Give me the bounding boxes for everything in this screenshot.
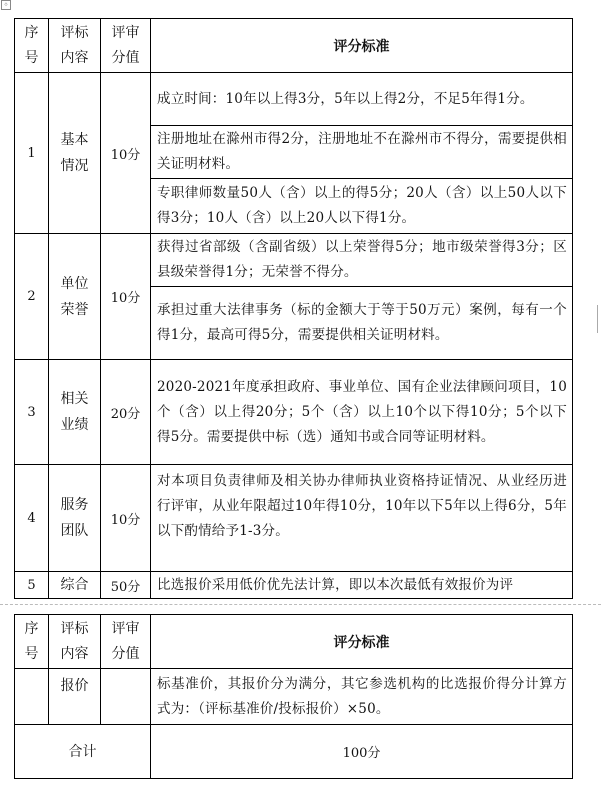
total-label: 合计 <box>15 725 151 779</box>
header-criteria: 评分标准 <box>151 19 573 73</box>
row-item: 综合 <box>49 572 101 599</box>
table-row <box>15 572 573 599</box>
row-value: 10分 <box>101 465 151 572</box>
table-header-row <box>15 615 573 669</box>
row-criteria: 比选报价采用低价优先法计算，即以本次最低有效报价为评 <box>151 572 573 599</box>
header-item-line2: 内容 <box>60 49 89 66</box>
row-criteria: 对本项目负责律师及相关协办律师执业资格持证情况、从业经历进行评审，从业年限超过10年得10分，10年以下5年以上得6分，5年以下酌情给予1-3分。 <box>151 465 573 572</box>
header-num-cell <box>15 615 49 669</box>
header-value-line1: 评审 <box>111 24 140 41</box>
row-num: 5 <box>15 572 49 599</box>
row-value: 10分 <box>101 73 151 234</box>
row-value: 50分 <box>101 572 151 599</box>
table-row <box>15 360 573 465</box>
row-item-line2: 团队 <box>60 523 89 539</box>
table-row <box>15 234 573 287</box>
header-item-cell <box>49 19 101 73</box>
scoring-table <box>14 18 573 599</box>
row-num: 4 <box>15 465 49 572</box>
row-criteria: 2020-2021年度承担政府、事业单位、国有企业法律顾问项目，10个（含）以上得20分；5个（含）以上10个以下得10分；5个以下得5分。需要提供中标（选）通知书或合同等证明材料。 <box>151 360 573 465</box>
row-criteria: 标基准价，其报价分为满分，其它参选机构的比选报价得分计算方式为：（评标基准价/投标报价）×50。 <box>151 669 573 725</box>
row-item <box>49 234 101 360</box>
cell-resize-marker <box>597 305 601 333</box>
row-criteria: 承担过重大法律事务（标的金额大于等于50万元）案例，每有一个得1分，最高可得5分，需要提供相关证明材料。 <box>151 287 573 360</box>
header-item-cell <box>49 615 101 669</box>
row-item <box>49 360 101 465</box>
row-item-line1: 服务 <box>60 497 89 513</box>
header-num-cell <box>15 19 49 73</box>
header-num-line1: 序 <box>24 620 39 637</box>
row-item-line1: 单位 <box>60 275 89 292</box>
table-row <box>15 73 573 126</box>
header-value-cell <box>101 19 151 73</box>
row-criteria: 成立时间：10年以上得3分，5年以上得2分，不足5年得1分。 <box>151 73 573 126</box>
row-num: 2 <box>15 234 49 360</box>
row-item <box>49 465 101 572</box>
row-criteria: 注册地址在滁州市得2分，注册地址不在滁州市不得分，需要提供相关证明材料。 <box>151 126 573 179</box>
row-item: 报价 <box>49 669 101 725</box>
row-criteria: 获得过省部级（含副省级）以上荣誉得5分；地市级荣誉得3分；区县级荣誉得1分；无荣誉不得分。 <box>151 234 573 287</box>
row-item-line2: 业绩 <box>60 417 89 433</box>
row-criteria: 专职律师数量50人（含）以上的得5分；20人（含）以上50人以下得3分；10人（含）以上20人以下得1分。 <box>151 179 573 234</box>
header-value-line2: 分值 <box>111 645 140 662</box>
table-header-row <box>15 19 573 73</box>
total-row <box>15 725 573 779</box>
header-criteria: 评分标准 <box>151 615 573 669</box>
header-num-line1: 序 <box>24 24 39 41</box>
row-num-empty <box>15 669 49 725</box>
header-value-cell <box>101 615 151 669</box>
table-row <box>15 669 573 725</box>
table-row <box>15 465 573 572</box>
scoring-table-continued <box>14 614 573 779</box>
header-value-line2: 分值 <box>111 49 140 66</box>
row-num: 1 <box>15 73 49 234</box>
row-item-line1: 相关 <box>60 391 89 407</box>
row-value-empty <box>101 669 151 725</box>
total-value: 100分 <box>151 725 573 779</box>
header-num-line2: 号 <box>24 645 39 662</box>
page-break <box>0 604 601 613</box>
row-value: 10分 <box>101 234 151 360</box>
header-item-line1: 评标 <box>60 24 89 41</box>
row-item <box>49 73 101 234</box>
header-num-line2: 号 <box>24 49 39 66</box>
row-value: 20分 <box>101 360 151 465</box>
table-move-handle-icon[interactable]: ᛜ <box>1 0 11 10</box>
row-num: 3 <box>15 360 49 465</box>
row-item-line2: 情况 <box>60 158 89 174</box>
header-value-line1: 评审 <box>111 620 140 637</box>
row-item-line1: 基本 <box>60 132 89 148</box>
header-item-line1: 评标 <box>60 620 89 637</box>
header-item-line2: 内容 <box>60 645 89 662</box>
row-item-line2: 荣誉 <box>60 301 89 318</box>
